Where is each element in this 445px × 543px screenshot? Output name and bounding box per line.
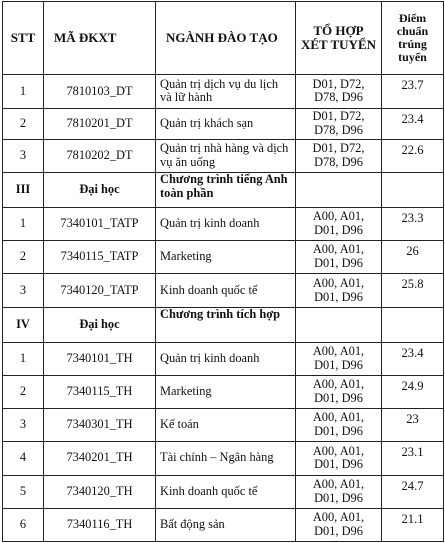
row-score: 26	[382, 241, 444, 274]
row-code: 7810202_DT	[44, 139, 156, 172]
row-combination: A00, A01, D01, D96	[296, 508, 382, 541]
row-score: 24.7	[382, 475, 444, 508]
section-row	[3, 307, 444, 342]
row-major: Quản trị dịch vụ du lịch và lữ hành	[156, 75, 296, 108]
table-row	[3, 375, 444, 408]
row-stt: 6	[3, 508, 44, 541]
row-code: 7340115_TH	[44, 375, 156, 408]
row-score: 21.1	[382, 508, 444, 541]
row-code: 7340301_TH	[44, 409, 156, 442]
row-code: 7810201_DT	[44, 108, 156, 139]
row-score: 23.7	[382, 75, 444, 108]
row-stt: 5	[3, 475, 44, 508]
row-code: 7340101_TATP	[44, 208, 156, 241]
row-score: 23.4	[382, 108, 444, 139]
section-empty-cell	[296, 307, 382, 342]
row-major: Quản trị kinh doanh	[156, 342, 296, 375]
section-program: Chương trình tiếng Anh toàn phần	[156, 172, 296, 207]
row-score: 23.3	[382, 208, 444, 241]
section-number: IV	[3, 307, 44, 342]
row-major: Kinh doanh quốc tế	[156, 475, 296, 508]
section-level: Đại học	[44, 172, 156, 207]
table-row	[3, 274, 444, 307]
header-combination: TỔ HỢP XÉT TUYỂN	[296, 2, 382, 75]
table-row	[3, 442, 444, 475]
row-combination: D01, D72, D78, D96	[296, 75, 382, 108]
row-stt: 1	[3, 342, 44, 375]
row-stt: 3	[3, 409, 44, 442]
table-row	[3, 508, 444, 541]
row-code: 7810103_DT	[44, 75, 156, 108]
row-major: Marketing	[156, 241, 296, 274]
header-row	[3, 2, 444, 75]
section-empty-cell	[296, 172, 382, 207]
row-stt: 2	[3, 375, 44, 408]
row-major: Quản trị khách sạn	[156, 108, 296, 139]
row-major: Tài chính – Ngân hàng	[156, 442, 296, 475]
table-row	[3, 409, 444, 442]
row-score: 23.4	[382, 342, 444, 375]
row-code: 7340120_TH	[44, 475, 156, 508]
row-combination: A00, A01, D01, D96	[296, 241, 382, 274]
row-combination: A00, A01, D01, D96	[296, 409, 382, 442]
table-row	[3, 475, 444, 508]
row-code: 7340201_TH	[44, 442, 156, 475]
row-combination: A00, A01, D01, D96	[296, 442, 382, 475]
row-combination: A00, A01, D01, D96	[296, 342, 382, 375]
row-stt: 1	[3, 75, 44, 108]
row-combination: D01, D72, D78, D96	[296, 139, 382, 172]
row-combination: A00, A01, D01, D96	[296, 208, 382, 241]
row-major: Quản trị kinh doanh	[156, 208, 296, 241]
row-score: 23.1	[382, 442, 444, 475]
row-score: 22.6	[382, 139, 444, 172]
row-score: 23	[382, 409, 444, 442]
row-major: Bất động sản	[156, 508, 296, 541]
row-stt: 2	[3, 108, 44, 139]
row-major: Kinh doanh quốc tế	[156, 274, 296, 307]
row-code: 7340116_TH	[44, 508, 156, 541]
row-major: Marketing	[156, 375, 296, 408]
section-level: Đại học	[44, 307, 156, 342]
row-combination: A00, A01, D01, D96	[296, 475, 382, 508]
table-row	[3, 208, 444, 241]
admission-score-table	[2, 1, 444, 542]
row-major: Kế toán	[156, 409, 296, 442]
table-row	[3, 342, 444, 375]
section-number: III	[3, 172, 44, 207]
row-stt: 1	[3, 208, 44, 241]
row-stt: 3	[3, 274, 44, 307]
table-row	[3, 75, 444, 108]
row-score: 25.8	[382, 274, 444, 307]
section-program: Chương trình tích hợp	[156, 307, 296, 342]
row-score: 24.9	[382, 375, 444, 408]
row-code: 7340101_TH	[44, 342, 156, 375]
table-row	[3, 241, 444, 274]
header-code: MÃ ĐKXT	[44, 2, 156, 75]
table-row	[3, 108, 444, 139]
row-code: 7340115_TATP	[44, 241, 156, 274]
row-combination: D01, D72, D78, D96	[296, 108, 382, 139]
section-empty-cell	[382, 307, 444, 342]
row-stt: 4	[3, 442, 44, 475]
table-row	[3, 139, 444, 172]
section-empty-cell	[382, 172, 444, 207]
section-row	[3, 172, 444, 207]
row-combination: A00, A01, D01, D96	[296, 274, 382, 307]
row-stt: 2	[3, 241, 44, 274]
row-combination: A00, A01, D01, D96	[296, 375, 382, 408]
header-stt: STT	[3, 2, 44, 75]
row-stt: 3	[3, 139, 44, 172]
header-score: Điểm chuẩn trúng tuyển	[382, 2, 444, 75]
row-code: 7340120_TATP	[44, 274, 156, 307]
row-major: Quản trị nhà hàng và dịch vụ ăn uống	[156, 139, 296, 172]
header-major: NGÀNH ĐÀO TẠO	[156, 2, 296, 75]
